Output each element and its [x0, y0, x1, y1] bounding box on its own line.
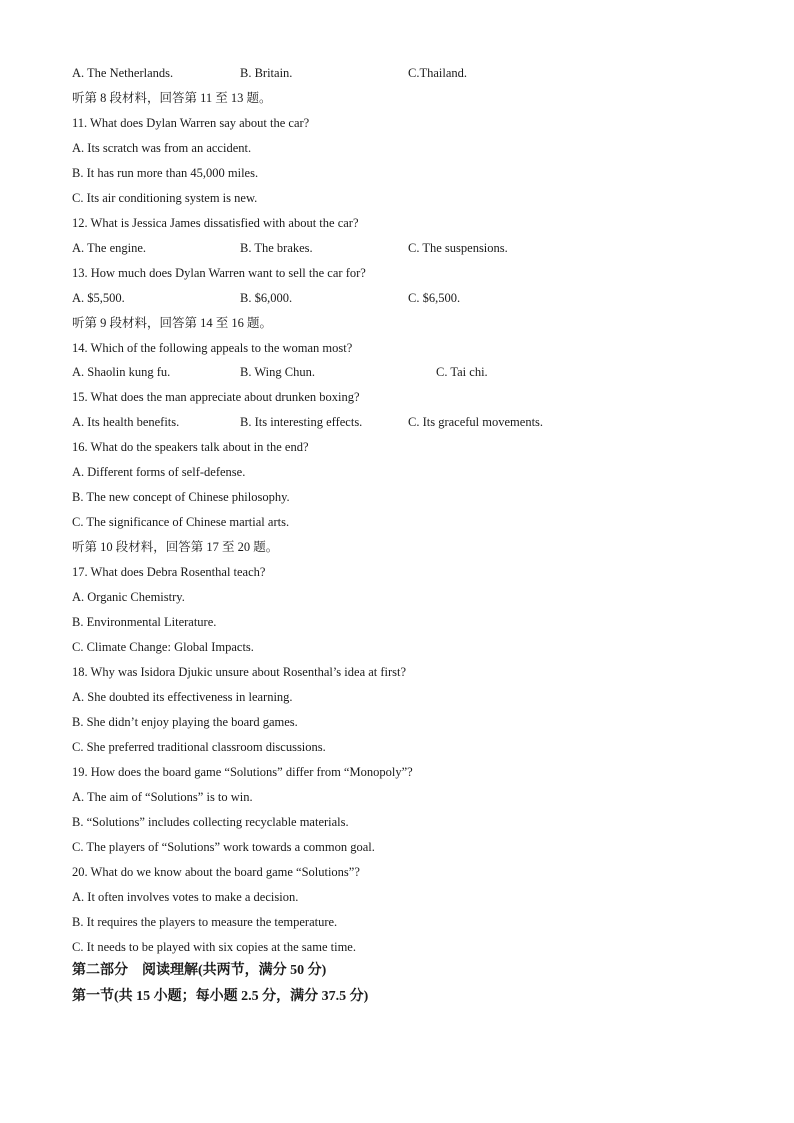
q10-option-a: A. The Netherlands. [72, 66, 174, 80]
q19-option-c: C. The players of “Solutions” work towards a common goal. [72, 840, 375, 854]
q11-option-b: B. It has run more than 45,000 miles. [72, 166, 259, 180]
q11-option-a: A. Its scratch was from an accident. [72, 141, 252, 155]
passage-10-instruction: 听第 10 段材料，回答第 17 至 20 题。 [72, 540, 279, 554]
q14-option-b: B. Wing Chun. [240, 365, 315, 379]
q17-option-b: B. Environmental Literature. [72, 615, 217, 629]
q14-option-a: A. Shaolin kung fu. [72, 365, 171, 379]
q12-stem: 12. What is Jessica James dissatisfied with about the car? [72, 216, 359, 230]
q17-option-a: A. Organic Chemistry. [72, 590, 185, 604]
q11-option-c: C. Its air conditioning system is new. [72, 191, 258, 205]
q14-option-c: C. Tai chi. [436, 365, 488, 379]
section-1-heading: 第一节(共 15 小题；每小题 2.5 分，满分 37.5 分) [72, 989, 369, 1004]
q18-option-b: B. She didn’t enjoy playing the board games. [72, 715, 298, 729]
q13-option-a: A. $5,500. [72, 291, 125, 305]
q20-option-a: A. It often involves votes to make a decision. [72, 890, 299, 904]
q13-option-b: B. $6,000. [240, 291, 293, 305]
q14-stem: 14. Which of the following appeals to the woman most? [72, 341, 353, 355]
q18-option-a: A. She doubted its effectiveness in learning. [72, 690, 293, 704]
q16-option-c: C. The significance of Chinese martial arts. [72, 515, 290, 529]
passage-9-instruction: 听第 9 段材料，回答第 14 至 16 题。 [72, 316, 273, 330]
q18-option-c: C. She preferred traditional classroom discussions. [72, 740, 326, 754]
q16-option-b: B. The new concept of Chinese philosophy. [72, 490, 290, 504]
q20-option-c: C. It needs to be played with six copies at the same time. [72, 940, 356, 954]
q17-option-c: C. Climate Change: Global Impacts. [72, 640, 254, 654]
q19-option-b: B. “Solutions” includes collecting recyclable materials. [72, 815, 349, 829]
q12-option-c: C. The suspensions. [408, 241, 508, 255]
q17-stem: 17. What does Debra Rosenthal teach? [72, 565, 266, 579]
q13-stem: 13. How much does Dylan Warren want to sell the car for? [72, 266, 366, 280]
part-2-heading: 第二部分 阅读理解(共两节，满分 50 分) [72, 963, 327, 978]
q15-option-a: A. Its health benefits. [72, 415, 180, 429]
q19-stem: 19. How does the board game “Solutions” differ from “Monopoly”? [72, 765, 413, 779]
q15-option-b: B. Its interesting effects. [240, 415, 363, 429]
q20-stem: 20. What do we know about the board game “Solutions”? [72, 865, 360, 879]
q19-option-a: A. The aim of “Solutions” is to win. [72, 790, 253, 804]
q12-option-a: A. The engine. [72, 241, 147, 255]
q18-stem: 18. Why was Isidora Djukic unsure about Rosenthal’s idea at first? [72, 665, 407, 679]
passage-8-instruction: 听第 8 段材料，回答第 11 至 13 题。 [72, 91, 272, 105]
q15-stem: 15. What does the man appreciate about drunken boxing? [72, 390, 360, 404]
q20-option-b: B. It requires the players to measure the temperature. [72, 915, 338, 929]
q16-option-a: A. Different forms of self-defense. [72, 465, 246, 479]
q15-option-c: C. Its graceful movements. [408, 415, 544, 429]
q10-option-b: B. Britain. [240, 66, 293, 80]
q10-option-c: C.Thailand. [408, 66, 468, 80]
q12-option-b: B. The brakes. [240, 241, 313, 255]
q11-stem: 11. What does Dylan Warren say about the car? [72, 116, 310, 130]
q13-option-c: C. $6,500. [408, 291, 461, 305]
q16-stem: 16. What do the speakers talk about in the end? [72, 440, 309, 454]
